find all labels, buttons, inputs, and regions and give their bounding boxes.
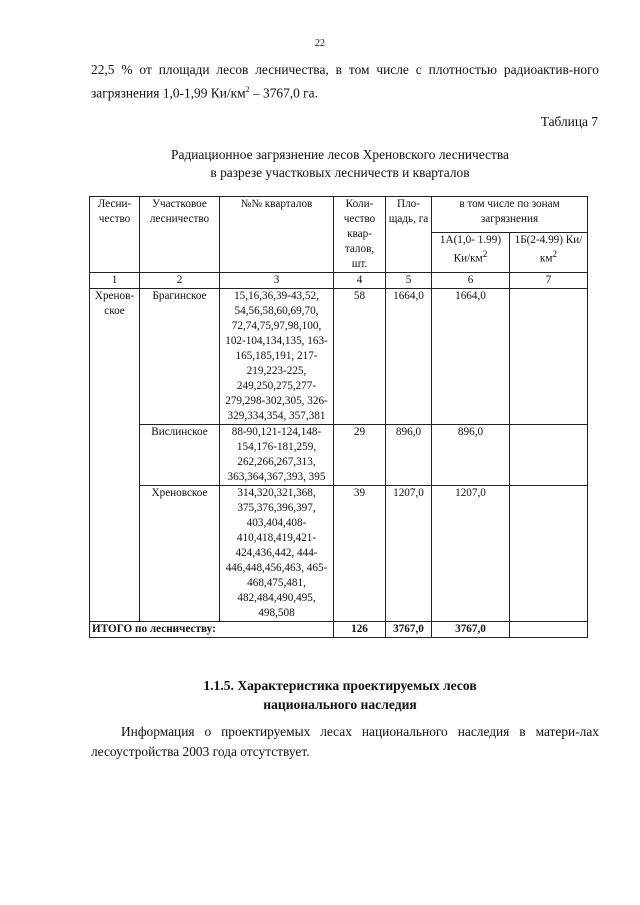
section-heading: [100, 676, 580, 714]
quarters-cell: 314,320,321,368, 375,376,396,397, 403,404,408-410,418,419,421-424,436,442, 444-446,448,456,463, 465-468,475,481, 482,484,490,495, 498,508: [220, 486, 334, 622]
column-number: 6: [432, 273, 510, 289]
column-number: 5: [386, 273, 432, 289]
column-number: 4: [334, 273, 386, 289]
header-zone-1a-sup: 2: [482, 249, 488, 260]
header-zone-1b: [510, 232, 588, 272]
table-row: [90, 486, 588, 622]
area-cell: 1207,0: [386, 486, 432, 622]
header-zone-1b-sup: 2: [552, 249, 558, 260]
page-number: 22: [315, 38, 325, 49]
total-area: 3767,0: [386, 622, 432, 638]
table-row: [90, 425, 588, 486]
intro-text-end: – 3767,0 га.: [249, 85, 318, 101]
table-row: [90, 289, 588, 425]
count-cell: 58: [334, 289, 386, 425]
intro-unit-superscript: 2: [245, 85, 250, 94]
column-number: 1: [90, 273, 140, 289]
total-zone-1b: [510, 622, 588, 638]
table-caption: [60, 146, 620, 182]
table-label: Таблица 7: [540, 114, 598, 129]
header-zone-1a: [432, 232, 510, 272]
zone-1b-cell: [510, 486, 588, 622]
intro-paragraph: [91, 60, 599, 103]
total-zone-1a: 3767,0: [432, 622, 510, 638]
zone-1a-cell: 1207,0: [432, 486, 510, 622]
district-cell: Вислинское: [140, 425, 220, 486]
quarters-cell: 88-90,121-124,148-154,176-181,259, 262,266,267,313, 363,364,367,393, 395: [220, 425, 334, 486]
zone-1a-cell: 896,0: [432, 425, 510, 486]
zone-1b-cell: [510, 425, 588, 486]
count-cell: 39: [334, 486, 386, 622]
zone-1a-cell: 1664,0: [432, 289, 510, 425]
area-cell: 1664,0: [386, 289, 432, 425]
header-zone-1b-text: 1Б(2-4.99) Ки/км: [514, 233, 583, 265]
area-cell: 896,0: [386, 425, 432, 486]
header-zone-1a-text: 1А(1,0- 1.99) Ки/км: [439, 233, 502, 265]
column-number: 7: [510, 273, 588, 289]
caption-line-2: в разрезе участковых лесничеств и кварталов: [210, 165, 470, 180]
contamination-table: [89, 196, 588, 638]
header-area: Пло-щадь, га: [386, 197, 432, 273]
forestry-cell: Хренов-ское: [90, 289, 140, 622]
column-number: 3: [220, 273, 334, 289]
quarters-cell: 15,16,36,39-43,52, 54,56,58,60,69,70, 72,74,75,97,98,100, 102-104,134,135, 163-165,185,191, 217-219,223-225, 249,250,275,277-279,298-302,305, 326-329,334,354, 357,381: [220, 289, 334, 425]
intro-text: 22,5 % от площади лесов лесничества, в том числе с плотностью радиоактив-ного загрязнения 1,0-1,99 Ки/км: [91, 62, 599, 101]
header-count: Коли-чество квар-талов, шт.: [334, 197, 386, 273]
district-cell: Брагинское: [140, 289, 220, 425]
header-forestry: Лесни-чество: [90, 197, 140, 273]
count-cell: 29: [334, 425, 386, 486]
total-row: [90, 622, 588, 638]
closing-text: Информация о проектируемых лесах национального наследия в матери-лах лесоустройства 2003 года отсутствует.: [91, 724, 599, 759]
total-label: ИТОГО по лесничеству:: [90, 622, 334, 638]
district-cell: Хреновское: [140, 486, 220, 622]
column-number: 2: [140, 273, 220, 289]
caption-line-1: Радиационное загрязнение лесов Хреновского лесничества: [171, 147, 509, 162]
header-district: Участковое лесничество: [140, 197, 220, 273]
section-heading-line-1: 1.1.5. Характеристика проектируемых лесов: [203, 678, 477, 693]
column-number-row: [90, 273, 588, 289]
total-count: 126: [334, 622, 386, 638]
header-zones: в том числе по зонам загрязнения: [432, 197, 588, 233]
zone-1b-cell: [510, 289, 588, 425]
closing-paragraph: [91, 722, 599, 762]
section-heading-line-2: национального наследия: [263, 697, 417, 712]
header-quarters: №№ кварталов: [220, 197, 334, 273]
